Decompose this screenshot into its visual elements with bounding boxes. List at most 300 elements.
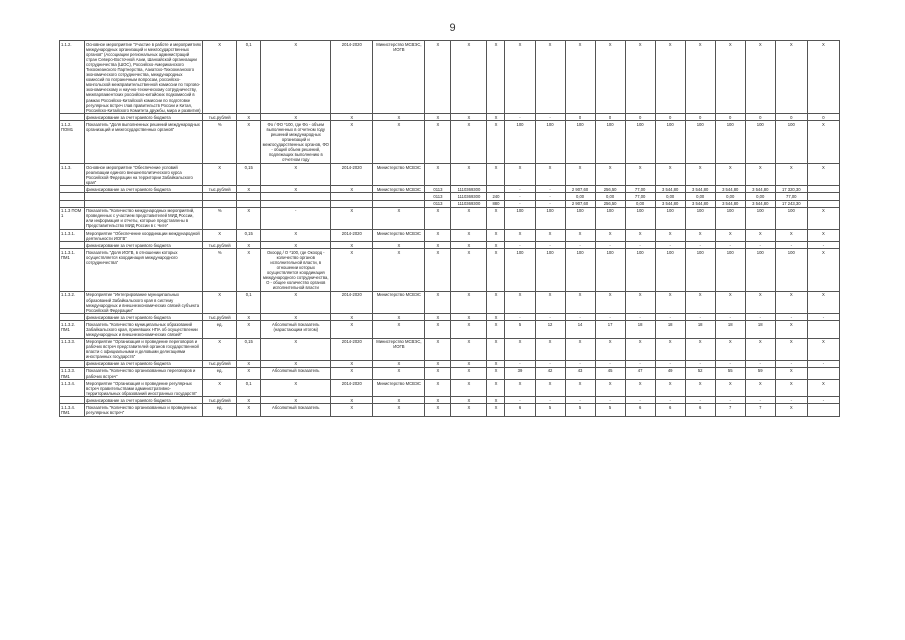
cell-value-4: Х [595, 338, 625, 360]
cell-kbk: Х [451, 338, 487, 360]
cell-weight: 0,1 [237, 291, 261, 313]
cell-exec: Министерство МСВЭС [373, 186, 425, 193]
cell-name: Показатель "Доля выполненных решений международных организаций и межгосударственных органов" [85, 121, 203, 164]
cell-value-11: Х [807, 207, 839, 229]
cell-value-5: 0 [625, 114, 655, 121]
cell-code: 1.1.3.3. [60, 338, 85, 360]
cell-value-6: 100 [655, 249, 685, 292]
cell-value-9: Х [745, 164, 775, 186]
cell-value-10: Х [775, 404, 807, 416]
cell-grbs: Х [425, 230, 451, 242]
cell-value-10: Х [775, 367, 807, 379]
cell-value-3: 0,00 [565, 193, 595, 200]
cell-value-6: - [655, 314, 685, 321]
cell-value-3: Х [565, 230, 595, 242]
table-row [60, 242, 840, 249]
cell-code: 1.1.3.2. ПМ1 [60, 321, 85, 338]
cell-value-8: Х [715, 230, 745, 242]
cell-value-4: - [595, 242, 625, 249]
cell-value-7: 18 [685, 321, 715, 338]
cell-value-8: 100 [715, 207, 745, 229]
cell-value-8: 0,00 [715, 193, 745, 200]
cell-value-9: 0,00 [745, 193, 775, 200]
cell-value-9: 100 [745, 249, 775, 292]
cell-name: финансирование за счет краевого бюджета [85, 242, 203, 249]
cell-value-9: 7 [745, 404, 775, 416]
cell-value-8: - [715, 360, 745, 367]
cell-value-3: 100 [565, 121, 595, 164]
cell-value-2: - [535, 200, 565, 207]
cell-exec: Министерство МСВЭС [373, 230, 425, 242]
cell-code [60, 314, 85, 321]
table-row [60, 193, 840, 200]
cell-code: 1.1.3.4. ПМ1 [60, 404, 85, 416]
cell-value-11 [807, 404, 839, 416]
cell-vr: Х [487, 230, 505, 242]
cell-value-10: 0 [775, 114, 807, 121]
cell-value-9: 18 [745, 321, 775, 338]
cell-value-7: Х [685, 230, 715, 242]
cell-value-3: - [565, 360, 595, 367]
cell-value-1: 6 [505, 404, 535, 416]
cell-formula [261, 200, 331, 207]
cell-weight: Х [237, 207, 261, 229]
cell-vr: 880 [487, 200, 505, 207]
cell-value-3: 100 [565, 207, 595, 229]
cell-code: 1.1.2. ПОМ1 [60, 121, 85, 164]
cell-value-1: Х [505, 380, 535, 397]
cell-value-10: 17 320,30 [775, 186, 807, 193]
cell-value-1: - [505, 360, 535, 367]
table-row [60, 338, 840, 360]
cell-vr: Х [487, 360, 505, 367]
cell-value-11: Х [807, 291, 839, 313]
cell-value-6: 6 [655, 404, 685, 416]
cell-value-4: 5 [595, 404, 625, 416]
cell-value-1: Х [505, 164, 535, 186]
cell-formula: Х [261, 338, 331, 360]
cell-code [60, 397, 85, 404]
cell-value-5: Х [625, 380, 655, 397]
cell-value-6: - [655, 397, 685, 404]
cell-value-4: - [595, 397, 625, 404]
cell-value-6: 3 544,80 [655, 200, 685, 207]
cell-formula: Абсолютный показатель [261, 367, 331, 379]
cell-value-5: 100 [625, 207, 655, 229]
cell-exec: Х [373, 321, 425, 338]
cell-value-1: 100 [505, 249, 535, 292]
cell-vr [487, 186, 505, 193]
cell-value-7: 100 [685, 121, 715, 164]
cell-value-4: Х [595, 380, 625, 397]
cell-value-4: 0,00 [595, 193, 625, 200]
table-row [60, 404, 840, 416]
cell-code: 1.1.3.3. ПМ1 [60, 367, 85, 379]
cell-value-1: - [505, 242, 535, 249]
cell-grbs: Х [425, 397, 451, 404]
cell-value-2: - [535, 242, 565, 249]
cell-kbk: Х [451, 249, 487, 292]
cell-code [60, 200, 85, 207]
cell-unit: тыс.рублей [203, 397, 237, 404]
cell-grbs: Х [425, 164, 451, 186]
cell-weight: Х [237, 321, 261, 338]
cell-value-8: 3 544,80 [715, 186, 745, 193]
cell-value-3: 2 907,60 [565, 186, 595, 193]
cell-value-11 [807, 367, 839, 379]
cell-value-5: 6 [625, 404, 655, 416]
cell-exec: Х [373, 121, 425, 164]
cell-value-10: Х [775, 164, 807, 186]
cell-value-9: 3 544,80 [745, 200, 775, 207]
cell-grbs: Х [425, 41, 451, 114]
cell-unit: тыс.рублей [203, 242, 237, 249]
cell-value-10: Х [775, 338, 807, 360]
cell-weight: 0,1 [237, 380, 261, 397]
cell-value-3: Х [565, 380, 595, 397]
cell-value-8: Х [715, 338, 745, 360]
cell-name: Мероприятие "Обеспечение координации международной деятельности ИОГВ" [85, 230, 203, 242]
cell-value-2: - [535, 314, 565, 321]
cell-name: Основное мероприятие "Участие в работе и мероприятиях международных организаций и межгосударственных органов" (Ассоциации региональных администраций стран Северо-Восточной Азии, Шанхайской организации сотрудничества (ШОС), Российско-Американского Тихоокеанского Партнерства, Азиатско-Тихоокеанского экономического сотрудничества, международных комиссий по пограничным вопросам, российско-монгольской межправительственной комиссии по торгово-экономическому и научно-техническому сотрудничеству, межпарламентских российско-китайских подкомиссий в рамках Российско-Китайской комиссии по подготовке регулярных встреч глав правительств России и Китая, Российско-Китайского Комитета дружбы, мира и развития) [86, 41, 201, 113]
cell-value-2: - [535, 360, 565, 367]
cell-exec: Министерство МСВЭС [373, 164, 425, 186]
cell-grbs: 0113 [425, 200, 451, 207]
table-row [60, 249, 840, 292]
cell-term: Х [331, 367, 373, 379]
cell-grbs: Х [425, 242, 451, 249]
cell-value-1: 100 [505, 121, 535, 164]
cell-value-4: 100 [595, 207, 625, 229]
cell-value-7: 3 544,80 [685, 186, 715, 193]
cell-value-2: - [535, 186, 565, 193]
cell-value-10: - [775, 360, 807, 367]
cell-value-5: 77,00 [625, 193, 655, 200]
cell-value-5: - [625, 242, 655, 249]
cell-name: финансирование за счет краевого бюджета [85, 186, 203, 193]
cell-grbs: Х [425, 207, 451, 229]
cell-unit: Х [203, 164, 237, 186]
cell-formula: Х [261, 291, 331, 313]
cell-exec: Х [373, 249, 425, 292]
cell-value-9: Х [745, 230, 775, 242]
cell-formula: Х [261, 230, 331, 242]
cell-grbs: 0113 [425, 186, 451, 193]
cell-term: Х [331, 314, 373, 321]
program-activities-table [59, 40, 840, 417]
cell-value-5: - [625, 397, 655, 404]
cell-exec: Министерство МСВЭС [373, 380, 425, 397]
cell-kbk: Х [451, 207, 487, 229]
cell-value-1: - [505, 314, 535, 321]
cell-value-6: Х [655, 41, 685, 114]
table-body [60, 41, 840, 417]
cell-value-6: 49 [655, 367, 685, 379]
cell-value-8: - [715, 314, 745, 321]
cell-unit: Х [203, 338, 237, 360]
cell-term: 2014-2020 [331, 230, 373, 242]
cell-kbk: Х [451, 380, 487, 397]
cell-formula: Фо / ФО *100, где Фо - объем выполненных в отчетном году решений международных организаций и межгосударственных органов, ФО - общий объем решений, подлежащих выполнению в отчетном году [262, 121, 329, 163]
cell-value-7: - [685, 360, 715, 367]
cell-value-6: Х [655, 291, 685, 313]
cell-name: Мероприятие "Организация и проведение переговоров и рабочих встреч представителей органов государственной власти с официальными и деловыми делегациями иностранных государств" [85, 338, 203, 360]
cell-value-10: - [775, 242, 807, 249]
cell-value-3: Х [565, 164, 595, 186]
cell-value-7: 52 [685, 367, 715, 379]
table-row [60, 121, 840, 164]
cell-value-2: 42 [535, 367, 565, 379]
cell-value-3: 0 [565, 114, 595, 121]
cell-name: финансирование за счет краевого бюджета [85, 114, 203, 121]
cell-weight: Х [237, 121, 261, 164]
cell-value-11: Х [807, 249, 839, 292]
cell-exec: Х [373, 314, 425, 321]
table-row [60, 114, 840, 121]
cell-vr: Х [487, 404, 505, 416]
cell-value-10: Х [775, 321, 807, 338]
cell-value-2: Х [535, 380, 565, 397]
cell-term: 2014-2020 [331, 291, 373, 313]
cell-grbs: Х [425, 380, 451, 397]
cell-value-3: 100 [565, 249, 595, 292]
cell-exec: Х [373, 242, 425, 249]
cell-name: финансирование за счет краевого бюджета [85, 360, 203, 367]
cell-value-11: 0 [807, 114, 839, 121]
cell-weight: Х [237, 397, 261, 404]
cell-term: 2014-2020 [331, 338, 373, 360]
cell-exec: Х [373, 207, 425, 229]
cell-value-8: Х [715, 41, 745, 114]
cell-name: Мероприятие "Организация и проведение регулярных встреч правительствами административно-территориальных образований иностранных государств" [85, 380, 203, 397]
cell-code: 1.1.3.2. [60, 291, 85, 313]
cell-unit: тыс.рублей [203, 186, 237, 193]
cell-value-10: Х [775, 291, 807, 313]
cell-value-3: 14 [565, 321, 595, 338]
cell-code: 1.1.2. [60, 41, 85, 114]
cell-value-11 [807, 186, 839, 193]
cell-name: Основное мероприятие "Обеспечение условий реализации единого внешнеполитического курса Российской Федерации на территории Забайкальского края" [85, 164, 203, 186]
cell-value-2: Х [535, 164, 565, 186]
cell-term: Х [331, 360, 373, 367]
cell-weight: 0,15 [237, 338, 261, 360]
table-row [60, 164, 840, 186]
cell-vr: Х [487, 397, 505, 404]
cell-value-10: 100 [775, 207, 807, 229]
table-row [60, 314, 840, 321]
cell-code: 1.1.3. [60, 164, 85, 186]
cell-formula: Х [261, 164, 331, 186]
cell-value-7: Х [685, 338, 715, 360]
cell-unit: % [203, 249, 237, 292]
cell-value-5: Х [625, 338, 655, 360]
cell-value-7: Х [685, 41, 715, 114]
cell-grbs: Х [425, 314, 451, 321]
cell-value-7: - [685, 242, 715, 249]
cell-name: Показатель "Количество организованных и проведенных регулярных встреч" [85, 404, 203, 416]
cell-kbk: 1110369300 [451, 186, 487, 193]
cell-kbk: Х [451, 41, 487, 114]
cell-unit: Х [203, 230, 237, 242]
cell-value-9: Х [745, 338, 775, 360]
cell-value-11: Х [807, 230, 839, 242]
cell-weight [237, 193, 261, 200]
cell-formula: Х [261, 114, 331, 121]
cell-value-10: 100 [775, 121, 807, 164]
cell-weight: Х [237, 186, 261, 193]
table-row [60, 41, 840, 114]
cell-grbs: Х [425, 404, 451, 416]
cell-value-5: 47 [625, 367, 655, 379]
cell-value-3: 2 907,60 [565, 200, 595, 207]
cell-exec [373, 193, 425, 200]
cell-code [60, 186, 85, 193]
cell-value-5: 100 [625, 121, 655, 164]
cell-value-11: Х [807, 338, 839, 360]
cell-kbk: Х [451, 291, 487, 313]
cell-value-4: Х [595, 230, 625, 242]
cell-value-4: - [595, 314, 625, 321]
cell-kbk: Х [451, 114, 487, 121]
cell-value-6: 100 [655, 207, 685, 229]
cell-value-6: 3 544,80 [655, 186, 685, 193]
cell-value-10: - [775, 397, 807, 404]
cell-value-2: 5 [535, 404, 565, 416]
cell-weight: Х [237, 242, 261, 249]
cell-value-8: 55 [715, 367, 745, 379]
cell-formula: Х [261, 186, 331, 193]
cell-kbk: Х [451, 230, 487, 242]
cell-term [331, 200, 373, 207]
cell-value-4: - [595, 360, 625, 367]
cell-value-6: Х [655, 380, 685, 397]
table-row [60, 230, 840, 242]
cell-code [60, 193, 85, 200]
cell-value-5: Х [625, 230, 655, 242]
cell-exec: Х [373, 367, 425, 379]
cell-value-2: 100 [535, 207, 565, 229]
cell-value-9: Х [745, 380, 775, 397]
cell-vr: Х [487, 41, 505, 114]
cell-unit: % [203, 207, 237, 229]
cell-name: Мероприятие "Интегрирование муниципальных образований Забайкальского края в систему международных и внешнеэкономических связей субъекта Российской Федерации" [85, 291, 203, 313]
cell-vr: Х [487, 367, 505, 379]
cell-formula: Окоорд / О *100, где Окоорд - количество органов исполнительной власти, в отношении которых осуществляется координация международного сотрудничества, О - общее количество органов исполнительной власти [261, 249, 331, 292]
cell-unit: Х [203, 380, 237, 397]
cell-vr: 240 [487, 193, 505, 200]
cell-value-7: 3 544,80 [685, 200, 715, 207]
cell-term: Х [331, 404, 373, 416]
cell-formula: Х [261, 41, 331, 114]
cell-value-10: 77,00 [775, 193, 807, 200]
cell-term: Х [331, 121, 373, 164]
cell-value-7: - [685, 314, 715, 321]
cell-value-9: - [745, 242, 775, 249]
cell-value-3: - [565, 242, 595, 249]
cell-vr: Х [487, 114, 505, 121]
cell-grbs: Х [425, 114, 451, 121]
cell-value-9: 3 544,80 [745, 186, 775, 193]
cell-weight: Х [237, 249, 261, 292]
cell-value-2: Х [535, 41, 565, 114]
cell-value-8: Х [715, 291, 745, 313]
cell-grbs: Х [425, 121, 451, 164]
cell-unit: тыс.рублей [203, 114, 237, 121]
cell-unit: тыс.рублей [203, 360, 237, 367]
cell-value-4: 45 [595, 367, 625, 379]
cell-name: финансирование за счет краевого бюджета [85, 397, 203, 404]
cell-value-8: Х [715, 164, 745, 186]
cell-formula: Х [261, 314, 331, 321]
cell-formula: Х [261, 380, 331, 397]
cell-unit: Х [203, 41, 237, 114]
cell-term: Х [331, 321, 373, 338]
cell-exec [373, 200, 425, 207]
cell-value-4: Х [595, 41, 625, 114]
cell-name [85, 200, 203, 207]
cell-value-2: - [535, 114, 565, 121]
cell-value-1: 39 [505, 367, 535, 379]
cell-value-1: - [505, 193, 535, 200]
cell-value-9: 0 [745, 114, 775, 121]
cell-value-6: Х [655, 338, 685, 360]
cell-value-1: Х [505, 291, 535, 313]
cell-value-7: 100 [685, 207, 715, 229]
cell-value-9: 59 [745, 367, 775, 379]
cell-value-4: 100 [595, 121, 625, 164]
cell-code: 1.1.3.4. [60, 380, 85, 397]
cell-value-5: Х [625, 291, 655, 313]
cell-value-11: - [807, 242, 839, 249]
cell-value-3: - [565, 314, 595, 321]
cell-weight: Х [237, 367, 261, 379]
cell-formula [261, 193, 331, 200]
cell-kbk: Х [451, 367, 487, 379]
cell-unit [203, 193, 237, 200]
table-row [60, 291, 840, 313]
cell-vr: Х [487, 321, 505, 338]
cell-value-8: - [715, 242, 745, 249]
cell-value-11 [807, 200, 839, 207]
cell-name: Показатель "Количество муниципальных образований Забайкальского края, принявших НПА об осуществлении международных и внешнеэкономических связей" [85, 321, 203, 338]
cell-weight: Х [237, 360, 261, 367]
cell-value-1: Х [505, 338, 535, 360]
cell-value-1: Х [505, 230, 535, 242]
page-number: 9 [449, 22, 456, 34]
cell-value-6: - [655, 242, 685, 249]
cell-name: Показатель "Количество международных мероприятий, проведенных с участием представителей МИД России, или информация и отчеты, которые представлены в Представительство МИД России в г. Чите" [85, 207, 203, 229]
cell-name: Показатель "Доля ИОГВ, в отношении которых осуществляется координация международного сотрудничества" [85, 249, 203, 292]
table-row [60, 367, 840, 379]
cell-value-9: - [745, 314, 775, 321]
cell-vr: Х [487, 164, 505, 186]
cell-vr: Х [487, 121, 505, 164]
cell-value-10: - [775, 314, 807, 321]
table-row [60, 397, 840, 404]
cell-value-2: 12 [535, 321, 565, 338]
cell-value-11: - [807, 314, 839, 321]
cell-term: 2014-2020 [331, 380, 373, 397]
cell-grbs: Х [425, 321, 451, 338]
cell-code [60, 242, 85, 249]
cell-value-8: 3 544,80 [715, 200, 745, 207]
cell-value-9: - [745, 360, 775, 367]
cell-value-2: - [535, 397, 565, 404]
cell-value-11: Х [807, 41, 839, 114]
cell-name [85, 193, 203, 200]
cell-value-10: Х [775, 380, 807, 397]
cell-weight: 0,15 [237, 164, 261, 186]
